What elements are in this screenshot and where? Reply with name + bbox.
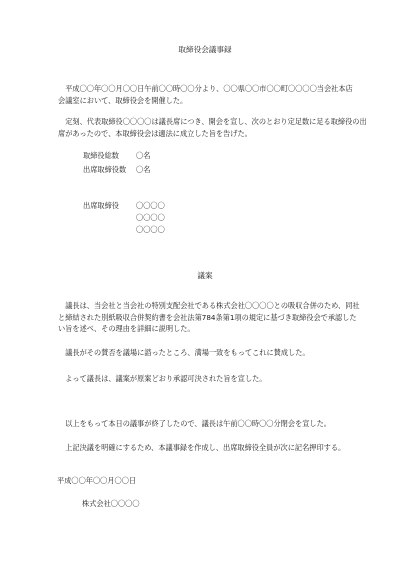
- document-date: 平成〇〇年〇〇月〇〇日: [57, 476, 137, 485]
- closing-line: 以上をもって本日の議事が終了したので、議長は午前〇〇時〇〇分閉会を宣した。: [58, 419, 331, 428]
- chair-line: 席があったので、本取締役会は適法に成立した旨を告げた。: [58, 128, 252, 138]
- document-title: 取締役会議事録: [178, 45, 232, 54]
- intro-line: 平成〇〇年〇〇月〇〇日午前〇〇時〇〇分より、〇〇県〇〇市〇〇町〇〇〇〇当会社本店: [58, 84, 353, 93]
- attendee-name: 〇〇〇〇: [136, 201, 165, 210]
- company-name: 株式会社〇〇〇〇: [82, 499, 140, 508]
- attendee-name: 〇〇〇〇: [136, 213, 165, 222]
- present-directors-value: 〇名: [136, 165, 151, 174]
- vote-line: 議長がその賛否を議場に諮ったところ、満場一致をもってこれに賛成した。: [58, 348, 310, 357]
- agenda-line: い旨を述べ、その理由を詳細に説明した。: [58, 324, 195, 333]
- total-directors-value: 〇名: [136, 151, 151, 160]
- vote-paragraph: [58, 347, 358, 359]
- present-directors-label: 出席取締役数: [83, 165, 127, 174]
- signature-note-paragraph: [58, 442, 358, 454]
- agenda-paragraph: [58, 300, 358, 335]
- intro-line: 会議室において、取締役会を開催した。: [58, 95, 188, 105]
- agenda-line: と締結された別紙吸収合併契約書を会社法第784条第1項の規定に基づき取締役会で承認した: [58, 312, 357, 322]
- attendees-label: 出席取締役: [83, 201, 119, 210]
- agenda-heading: 議案: [197, 271, 213, 280]
- closing-paragraph: [58, 418, 358, 430]
- signature-note-line: 上記決議を明確にするため、本議事録を作成し、出席取締役全員が次に記名押印する。: [58, 443, 346, 452]
- total-directors-label: 取締役総数: [83, 151, 119, 160]
- chair-line: 定刻、代表取締役〇〇〇〇は議長席につき、開会を宣し、次のとおり定足数に足る取締役の出: [58, 117, 367, 126]
- attendee-name: 〇〇〇〇: [136, 225, 165, 234]
- chair-paragraph: [58, 116, 367, 139]
- agenda-line: 議長は、当会社と当会社の特別支配会社である株式会社〇〇〇〇との吸収合併のため、同社: [58, 301, 360, 310]
- intro-paragraph: [58, 83, 358, 106]
- declaration-paragraph: [58, 373, 358, 385]
- declaration-line: よって議長は、議案が原案どおり承認可決された旨を宣した。: [58, 374, 267, 383]
